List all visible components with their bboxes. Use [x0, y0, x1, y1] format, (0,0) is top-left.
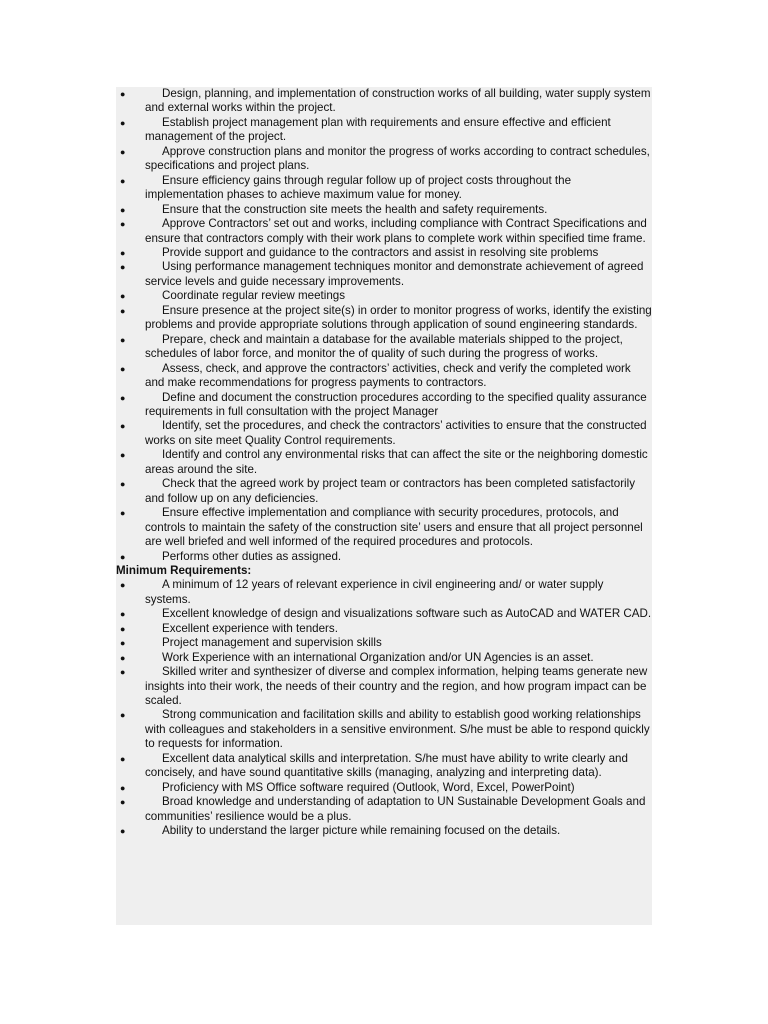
list-item-text: Identify and control any environmental risks that can affect the site or the neighboring domestic areas around the site.: [145, 448, 648, 476]
list-item: [116, 708, 652, 751]
bullet-icon: ●: [120, 638, 126, 649]
bullet-icon: ●: [120, 204, 126, 215]
bullet-icon: ●: [120, 753, 126, 764]
bullet-icon: ●: [120, 479, 126, 490]
list-item-text: Define and document the construction procedures according to the specified quality assurance requirements in full consultation with the project Manager: [145, 390, 647, 418]
list-item: [116, 665, 652, 708]
list-item-text: Excellent data analytical skills and interpretation. S/he must have ability to write clearly and concisely, and have sound quantitative skills (managing, analyzing and interpreting data).: [145, 751, 628, 780]
list-item-text: A minimum of 12 years of relevant experience in civil engineering and/ or water supply systems.: [145, 578, 604, 606]
list-item-text: Proficiency with MS Office software required (Outlook, Word, Excel, PowerPoint): [162, 780, 575, 794]
bullet-icon: ●: [120, 305, 126, 316]
list-item-text: Ability to understand the larger picture while remaining focused on the details.: [162, 824, 561, 838]
list-item: [116, 289, 652, 303]
list-item: [116, 246, 652, 260]
bullet-icon: ●: [120, 826, 126, 837]
list-item-text: Coordinate regular review meetings: [162, 289, 346, 303]
bullet-icon: ●: [120, 667, 126, 678]
list-item: [116, 304, 652, 333]
list-item-text: Establish project management plan with requirements and ensure effective and efficient management of the project.: [145, 115, 611, 144]
bullet-icon: ●: [120, 450, 126, 461]
list-item-text: Excellent experience with tenders.: [162, 621, 338, 635]
list-item-text: Check that the agreed work by project team or contractors has been completed satisfactorily and follow up on any deficiencies.: [145, 477, 636, 505]
bullet-icon: ●: [120, 392, 126, 403]
list-item: [116, 87, 652, 116]
list-item-text: Broad knowledge and understanding of adaptation to UN Sustainable Development Goals and communities’ resilience would be a plus.: [145, 795, 646, 823]
responsibilities-list: [116, 87, 652, 564]
list-item: [116, 260, 652, 289]
list-item-text: Skilled writer and synthesizer of diverse and complex information, helping teams generate new insights into their work, the needs of their country and the region, and how program impact can be scaled.: [145, 665, 648, 708]
list-item-text: Work Experience with an international Organization and/or UN Agencies is an asset.: [162, 650, 594, 664]
list-item: [116, 448, 652, 477]
list-item: [116, 174, 652, 203]
list-item-text: Strong communication and facilitation skills and ability to establish good working relationships with colleagues and stakeholders in a sensitive environment. S/he must be able to respond quickly to requests for information.: [145, 708, 650, 751]
list-item-text: Design, planning, and implementation of construction works of all building, water supply system and external works within the project.: [145, 87, 651, 115]
list-item: [116, 578, 652, 607]
list-item: [116, 333, 652, 362]
list-item-text: Using performance management techniques monitor and demonstrate achievement of agreed service levels and guide necessary improvements.: [145, 260, 644, 288]
list-item-text: Approve Contractors’ set out and works, including compliance with Contract Specifications and ensure that contractors comply with their work plans to complete work within specified time frame.: [145, 217, 647, 245]
bullet-icon: ●: [120, 363, 126, 374]
list-item-text: Performs other duties as assigned.: [162, 549, 342, 563]
list-item-text: Excellent knowledge of design and visualizations software such as AutoCAD and WATER CAD.: [162, 607, 652, 621]
bullet-icon: ●: [120, 262, 126, 273]
list-item-text: Ensure presence at the project site(s) in order to monitor progress of works, identify the existing problems and provide appropriate solutions through application of sound engineering standards.: [145, 303, 652, 332]
list-item: [116, 752, 652, 781]
list-item: [116, 622, 652, 636]
list-item: [116, 824, 652, 838]
bullet-icon: ●: [120, 117, 126, 128]
list-item: [116, 116, 652, 145]
list-item: [116, 217, 652, 246]
requirements-heading: Minimum Requirements:: [116, 563, 252, 577]
bullet-icon: ●: [120, 710, 126, 721]
bullet-icon: ●: [120, 421, 126, 432]
list-item-text: Ensure that the construction site meets the health and safety requirements.: [162, 202, 548, 216]
bullet-icon: ●: [120, 580, 126, 591]
list-item-text: Assess, check, and approve the contractors’ activities, check and verify the completed work and make recommendations for progress payments to contractors.: [145, 361, 631, 390]
list-item-text: Ensure efficiency gains through regular follow up of project costs throughout the implementation phases to achieve maximum value for money.: [145, 173, 572, 202]
bullet-icon: ●: [120, 334, 126, 345]
list-item-text: Approve construction plans and monitor the progress of works according to contract schedules, specifications and project plans.: [145, 144, 650, 173]
document-content: [116, 87, 652, 925]
list-item-text: Project management and supervision skills: [162, 636, 382, 650]
bullet-icon: ●: [120, 609, 126, 620]
bullet-icon: ●: [120, 623, 126, 634]
list-item: [116, 795, 652, 824]
list-item: [116, 362, 652, 391]
list-item: [116, 636, 652, 650]
bullet-icon: ●: [120, 89, 126, 99]
bullet-icon: ●: [120, 175, 126, 186]
bullet-icon: ●: [120, 247, 126, 258]
list-item: [116, 203, 652, 217]
list-item-text: Identify, set the procedures, and check the contractors’ activities to ensure that the constructed works on site meet Quality Control requirements.: [145, 419, 647, 447]
bullet-icon: ●: [120, 652, 126, 663]
list-item: [116, 781, 652, 795]
bullet-icon: ●: [120, 291, 126, 302]
bullet-icon: ●: [120, 551, 126, 562]
list-item: [116, 607, 652, 621]
bullet-icon: ●: [120, 782, 126, 793]
list-item: [116, 145, 652, 174]
bullet-icon: ●: [120, 219, 126, 230]
list-item: [116, 477, 652, 506]
list-item-text: Provide support and guidance to the contractors and assist in resolving site problems: [162, 245, 599, 259]
list-item: [116, 506, 652, 549]
list-item-text: Prepare, check and maintain a database for the available materials shipped to the project, schedules of labor force, and monitor the of quality of such during the progress of works.: [145, 332, 623, 361]
bullet-icon: ●: [120, 797, 126, 808]
list-item: [116, 651, 652, 665]
list-item: [116, 419, 652, 448]
list-item: [116, 550, 652, 564]
bullet-icon: ●: [120, 146, 126, 157]
bullet-icon: ●: [120, 508, 126, 519]
list-item: [116, 391, 652, 420]
list-item-text: Ensure effective implementation and compliance with security procedures, protocols, and controls to maintain the safety of the construction site’ users and ensure that all project personnel are well briefed and well informed of the required procedures and protocols.: [145, 506, 643, 549]
requirements-list: [116, 578, 652, 838]
